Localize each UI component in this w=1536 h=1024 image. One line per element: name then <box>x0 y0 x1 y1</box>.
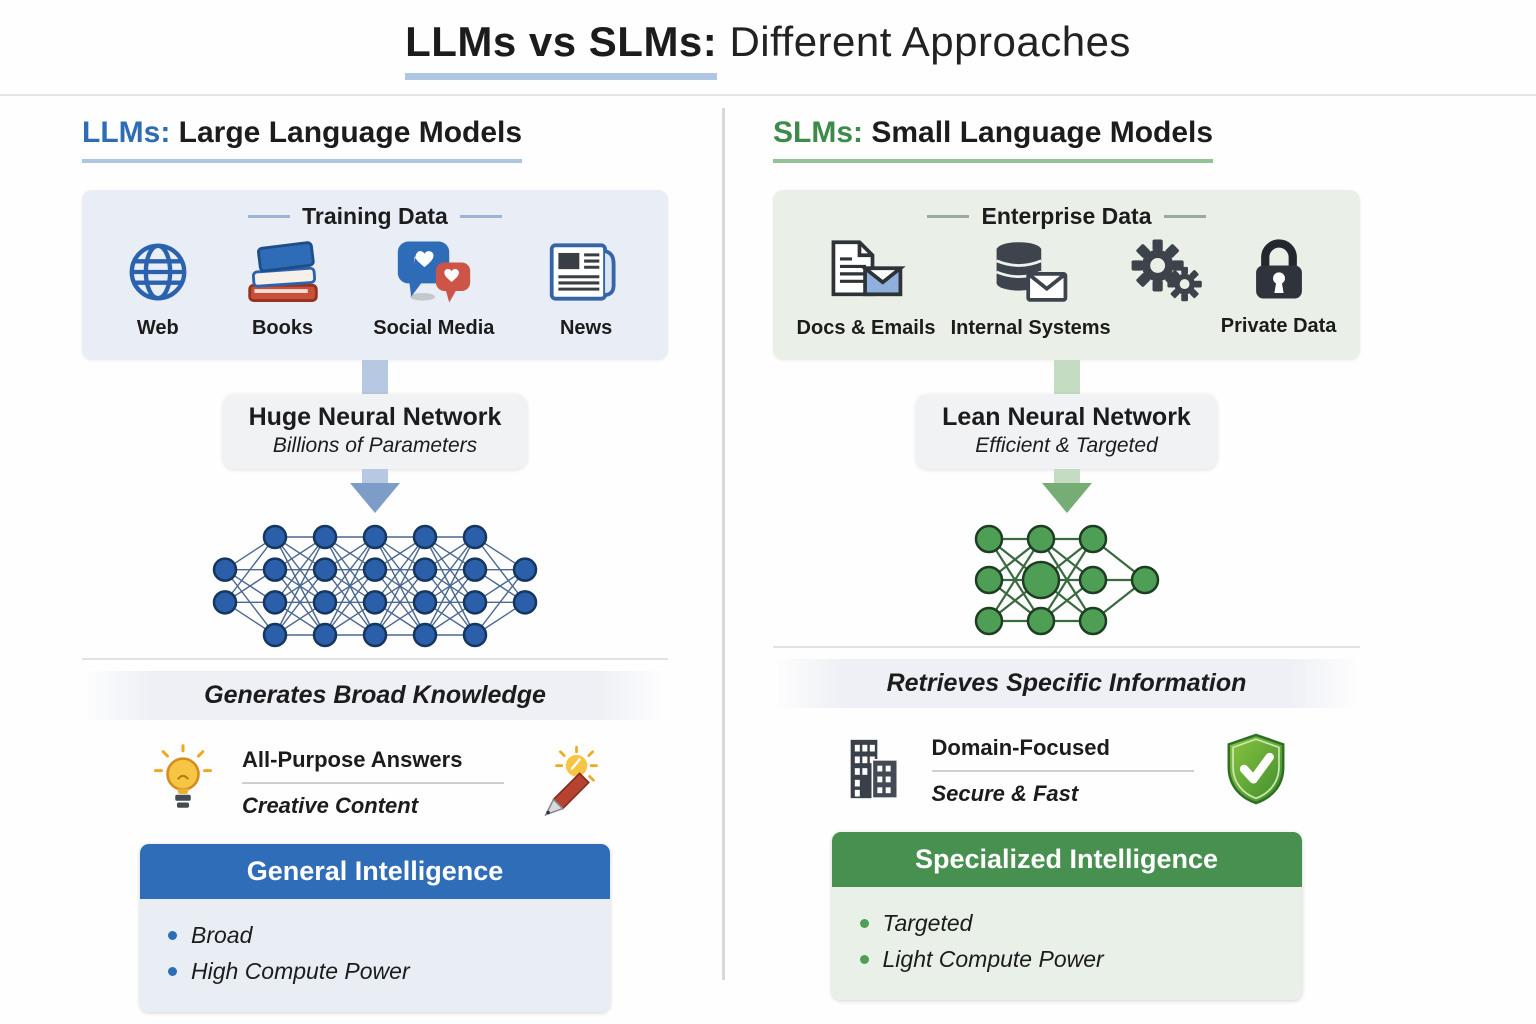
slm-arrow-shaft <box>1054 360 1080 394</box>
feature-divider <box>242 782 504 784</box>
slm-bullet-1 <box>860 910 1274 937</box>
training-data-icons <box>82 230 668 360</box>
data-source-label: Books <box>251 317 314 339</box>
slm-summary-card <box>832 832 1302 1000</box>
docs-emails-icon <box>826 238 906 311</box>
llm-arrow-shaft <box>362 469 388 483</box>
books-icon <box>244 238 322 311</box>
llm-feature-texts <box>242 747 504 819</box>
bullet-dot <box>168 931 177 940</box>
llm-bullet-2-text: High Compute Power <box>191 958 410 984</box>
slm-bullet-2 <box>860 946 1274 973</box>
llm-feature-2: Creative Content <box>242 793 419 818</box>
enterprise-data-icons <box>773 230 1360 360</box>
llm-bullet-1 <box>168 922 582 949</box>
llm-heading-wrap <box>82 116 668 163</box>
slm-heading-rest: Small Language Models <box>863 116 1214 149</box>
training-data-title <box>248 203 502 230</box>
page-title <box>0 18 1536 80</box>
section-divider <box>773 646 1360 648</box>
bullet-dot <box>168 967 177 976</box>
llm-heading-rest: Large Language Models <box>170 116 523 149</box>
training-data-box <box>82 190 668 360</box>
dash-decoration <box>927 215 969 218</box>
enterprise-data-title <box>927 203 1205 230</box>
data-source-private-data <box>1221 238 1337 338</box>
bullet-dot <box>860 955 869 964</box>
page-title-rest: Different Approaches <box>729 18 1131 65</box>
llm-summary-header: General Intelligence <box>140 844 610 899</box>
llm-bullet-1-text: Broad <box>191 922 253 948</box>
lightbulb-icon <box>152 744 214 823</box>
dash-decoration <box>248 215 290 218</box>
data-source-news <box>546 238 626 340</box>
dash-decoration <box>460 215 502 218</box>
llm-summary-card <box>140 844 610 1012</box>
data-source-docs-emails <box>797 238 936 340</box>
training-data-title-text: Training Data <box>302 203 448 229</box>
social-media-icon <box>394 238 474 311</box>
slm-features <box>773 721 1360 821</box>
social-media-icon-item <box>373 238 494 340</box>
comparison-columns <box>0 96 1536 1024</box>
slm-arrow-head-icon <box>1042 483 1092 513</box>
bullet-dot <box>860 919 869 928</box>
llm-heading-accent: LLMs: <box>82 116 171 149</box>
slm-feature-texts <box>932 735 1194 807</box>
gears-icon <box>1126 238 1206 311</box>
internal-systems-icon <box>991 238 1071 311</box>
slm-feature-2: Secure & Fast <box>931 781 1079 806</box>
lock-icon <box>1246 238 1312 309</box>
creative-pen-icon <box>532 745 598 822</box>
data-source-web <box>124 238 192 340</box>
feature-divider <box>932 770 1194 772</box>
slm-bullet-1-text: Targeted <box>882 910 973 936</box>
shield-check-icon <box>1222 731 1290 812</box>
llm-features <box>82 733 668 833</box>
slm-network-card-subtitle: Efficient & Targeted <box>975 434 1158 457</box>
slm-bullet-2-text: Light Compute Power <box>882 946 1104 972</box>
data-source-label: Docs & Emails <box>796 317 936 339</box>
enterprise-data-box <box>773 190 1360 360</box>
llm-arrow-shaft <box>362 360 388 394</box>
data-source-label: Private Data <box>1220 315 1337 337</box>
data-source-systems-gears <box>1126 238 1206 317</box>
data-source-label: Internal Systems <box>950 317 1111 339</box>
llm-summary-body <box>140 899 610 1012</box>
llm-heading <box>82 116 522 163</box>
section-divider <box>82 658 668 660</box>
data-source-label: News <box>559 317 613 339</box>
dash-decoration <box>1164 215 1206 218</box>
slm-network-card <box>916 394 1217 469</box>
llm-arrow-head-icon <box>350 483 400 513</box>
llm-network-card <box>223 394 528 469</box>
globe-icon <box>124 238 192 311</box>
slm-arrow-shaft <box>1054 469 1080 483</box>
slm-column <box>725 96 1536 1024</box>
slm-summary-body <box>832 887 1302 1000</box>
data-source-internal-systems <box>951 238 1111 340</box>
llm-column <box>0 96 722 1024</box>
slm-network-card-title: Lean Neural Network <box>942 403 1191 431</box>
llm-bullet-2 <box>168 958 582 985</box>
page-header <box>0 0 1536 96</box>
slm-neural-network-graphic <box>972 522 1162 638</box>
data-source-label: Social Media <box>373 317 495 339</box>
slm-heading-accent: SLMs: <box>773 116 863 149</box>
llm-network-card-title: Huge Neural Network <box>248 403 502 431</box>
data-source-books <box>244 238 322 340</box>
llm-neural-network-graphic <box>210 522 540 650</box>
llm-capability-band: Generates Broad Knowledge <box>82 671 668 720</box>
data-source-label: Web <box>136 317 179 339</box>
building-icon <box>844 734 904 809</box>
slm-heading <box>773 116 1213 163</box>
slm-capability-band: Retrieves Specific Information <box>773 659 1360 708</box>
llm-network-card-subtitle: Billions of Parameters <box>272 434 478 457</box>
slm-summary-header: Specialized Intelligence <box>832 832 1302 887</box>
llm-feature-1: All-Purpose Answers <box>242 747 463 772</box>
page-title-strong: LLMs vs SLMs: <box>405 18 717 80</box>
news-icon <box>546 238 626 311</box>
enterprise-data-title-text: Enterprise Data <box>981 203 1152 229</box>
slm-heading-wrap <box>773 116 1360 163</box>
slm-feature-1: Domain-Focused <box>931 735 1110 760</box>
